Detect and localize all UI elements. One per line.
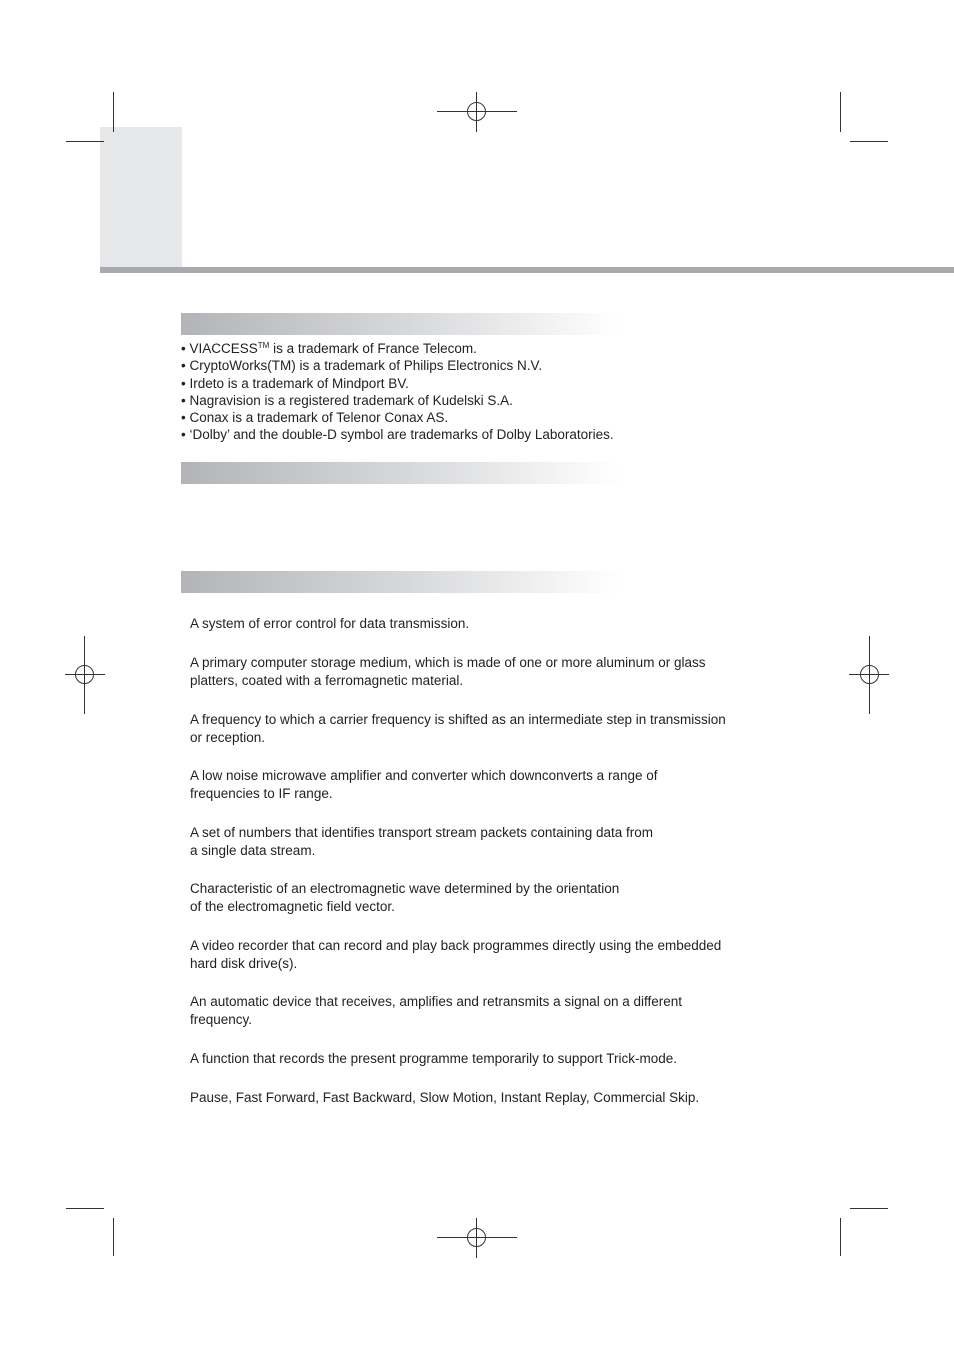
list-item: • Nagravision is a registered trademark of Kudelski S.A. bbox=[181, 392, 513, 408]
definition: A video recorder that can record and play back programmes directly using the embedded hard disk drive(s). bbox=[190, 938, 722, 971]
registration-mark-icon bbox=[849, 636, 889, 714]
definition: A set of numbers that identifies transport stream packets containing data from a single data stream. bbox=[190, 825, 653, 858]
list-item: • ‘Dolby’ and the double-D symbol are trademarks of Dolby Laboratories. bbox=[181, 427, 614, 443]
definition: An automatic device that receives, amplifies and retransmits a signal on a different frequency. bbox=[190, 994, 683, 1027]
crop-mark bbox=[113, 92, 114, 132]
definition: A system of error control for data transmission. bbox=[190, 616, 470, 631]
list-item: • CryptoWorks(TM) is a trademark of Philips Electronics N.V. bbox=[181, 358, 543, 374]
side-tab bbox=[100, 127, 182, 267]
list-item: • VIACCESS™ is a trademark of France Telecom. bbox=[181, 341, 477, 356]
header-rule bbox=[100, 267, 954, 273]
definition: Characteristic of an electromagnetic wave determined by the orientation of the electromagnetic field vector. bbox=[190, 881, 620, 914]
registration-mark-icon bbox=[437, 92, 517, 132]
list-item: • Conax is a trademark of Telenor Conax AS. bbox=[181, 410, 449, 426]
crop-mark bbox=[66, 141, 104, 142]
registration-mark-icon bbox=[65, 636, 105, 714]
section-bar-second bbox=[181, 462, 621, 484]
section-bar-glossary bbox=[181, 571, 621, 593]
definition: A primary computer storage medium, which is made of one or more aluminum or glass platters, coated with a ferromagnetic material. bbox=[190, 655, 706, 688]
crop-mark bbox=[113, 1218, 114, 1256]
crop-mark bbox=[840, 92, 841, 132]
trademark-list bbox=[181, 340, 801, 444]
definition: Pause, Fast Forward, Fast Backward, Slow Motion, Instant Replay, Commercial Skip. bbox=[190, 1090, 700, 1105]
definition: A frequency to which a carrier frequency is shifted as an intermediate step in transmission or reception. bbox=[190, 712, 726, 745]
section-bar-trademarks bbox=[181, 313, 621, 335]
crop-mark bbox=[850, 141, 888, 142]
crop-mark bbox=[840, 1218, 841, 1256]
list-item: • Irdeto is a trademark of Mindport BV. bbox=[181, 375, 409, 391]
definition: A low noise microwave amplifier and converter which downconverts a range of frequencies to IF range. bbox=[190, 768, 658, 801]
crop-mark bbox=[66, 1208, 104, 1209]
registration-mark-icon bbox=[437, 1218, 517, 1258]
crop-mark bbox=[850, 1208, 888, 1209]
definition: A function that records the present programme temporarily to support Trick-mode. bbox=[190, 1051, 677, 1066]
